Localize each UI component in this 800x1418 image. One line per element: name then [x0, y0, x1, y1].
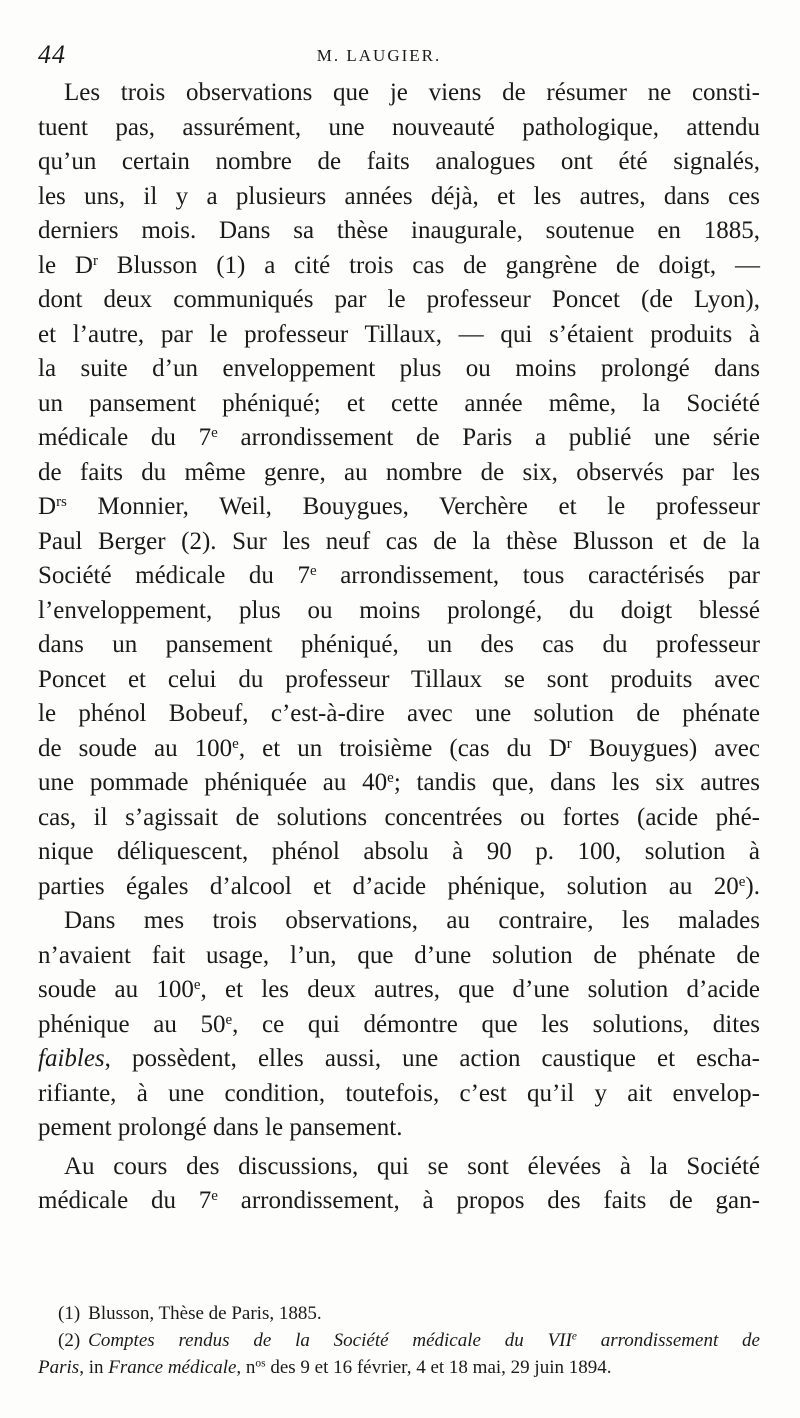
text-line — [38, 249, 760, 284]
text-line: dans un pansement phéniqué, un des cas du professeur — [38, 631, 760, 658]
superscript: rs — [56, 493, 67, 510]
text-fragment: arrondissement, à propos des faits de gan- — [217, 1187, 760, 1214]
text-line — [38, 421, 760, 456]
text-fragment: , ce qui démontre que les solutions, dites — [232, 1010, 760, 1038]
text-line: Paul Berger (2). Sur les neuf cas de la thèse Blusson et de la — [38, 527, 760, 555]
text-line: de faits du même genre, au nombre de six, observés par les — [38, 458, 760, 486]
superscript: e — [211, 1187, 218, 1204]
text-line: la suite d’un enveloppement plus ou moins prolongé dans — [38, 355, 760, 382]
text-line: nique déliquescent, phénol absolu à 90 p. 100, solution à — [38, 838, 760, 865]
body-text — [38, 76, 760, 1219]
italic-text: faibles — [38, 1045, 105, 1072]
text-line: n’avaient fait usage, l’un, que d’une solution de phénate de — [38, 941, 760, 969]
text-fragment: Blusson (1) a cité trois cas de gangrène de doigt, — — [97, 251, 760, 279]
text-fragment: Société médicale du 7 — [38, 562, 310, 589]
running-title: M. LAUGIER. — [316, 46, 442, 65]
superscript: e — [225, 1011, 233, 1028]
footnote-text: , n — [236, 1357, 256, 1378]
text-line — [38, 732, 760, 767]
superscript: e — [309, 562, 317, 579]
text-fragment: D — [38, 493, 57, 520]
text-line — [38, 870, 760, 905]
text-line: derniers mois. Dans sa thèse inaugurale, soutenue en 1885, — [38, 217, 760, 244]
text-line: Au cours des discussions, qui se sont élevées à la Société — [64, 1152, 760, 1180]
superscript: e — [738, 873, 746, 890]
text-fragment: arrondissement, tous caractérisés par — [316, 562, 760, 589]
superscript: e — [571, 1330, 577, 1343]
running-head — [38, 40, 760, 74]
italic-text: arrondissement de — [576, 1330, 760, 1351]
text-fragment: médicale du 7 — [38, 1187, 212, 1214]
text-line: Poncet et celui du professeur Tillaux se sont produits avec — [38, 665, 760, 693]
text-fragment: médicale du 7 — [38, 424, 212, 451]
italic-text: Comptes rendus de la Société médicale du VII — [88, 1330, 572, 1351]
text-line: tuent pas, assurément, une nouveauté pathologique, attendu — [38, 113, 760, 141]
footnote-text: , in — [79, 1357, 109, 1378]
text-fragment: phénique au 50 — [38, 1010, 226, 1038]
page-number: 44 — [38, 40, 66, 69]
text-line: qu’un certain nombre de faits analogues ont été signalés, — [38, 148, 760, 175]
footnote-1 — [38, 1300, 760, 1327]
superscript: e — [211, 424, 218, 441]
footnote-text: des 9 et 16 février, 4 et 18 mai, 29 juin 1894. — [265, 1357, 612, 1378]
text-line: Dans mes trois observations, au contraire, les malades — [64, 907, 760, 934]
text-fragment: une pommade phéniquée au 40 — [38, 769, 388, 796]
text-line: et l’autre, par le professeur Tillaux, — qui s’étaient produits à — [38, 320, 760, 348]
italic-text: Paris — [38, 1357, 80, 1378]
footnote-marker: (2) — [58, 1330, 81, 1351]
superscript: r — [92, 252, 98, 269]
text-fragment: , possèdent, elles aussi, une action caustique et escha- — [104, 1045, 760, 1072]
text-line — [38, 1008, 760, 1043]
footnotes — [38, 1300, 760, 1381]
text-fragment: Monnier, Weil, Bouygues, Verchère et le professeur — [66, 493, 760, 520]
text-line: dont deux communiqués par le professeur Poncet (de Lyon), — [38, 286, 760, 313]
text-fragment: ). — [745, 872, 760, 900]
superscript: e — [193, 976, 201, 993]
text-line: les uns, il y a plusieurs années déjà, et les autres, dans ces — [38, 182, 760, 210]
text-fragment: le D — [38, 251, 93, 279]
text-line: un pansement phéniqué; et cette année même, la Société — [38, 389, 760, 417]
text-line: le phénol Bobeuf, c’est-à-dire avec une solution de phénate — [38, 700, 760, 727]
footnote-2 — [38, 1327, 760, 1354]
superscript: e — [232, 735, 239, 752]
superscript: r — [566, 735, 572, 752]
text-fragment: Bouygues) avec — [571, 734, 760, 762]
footnote-2-continuation — [38, 1354, 760, 1381]
text-fragment: , et les deux autres, que d’une solution d’acide — [200, 976, 761, 1003]
text-line: l’enveloppement, plus ou moins prolongé, du doigt blessé — [38, 596, 760, 624]
text-line: rifiante, à une condition, toutefois, c’est qu’il y ait envelop- — [38, 1079, 760, 1107]
superscript: os — [255, 1357, 266, 1370]
text-fragment: soude au 100 — [38, 976, 194, 1003]
text-line: pement prolongé dans le pansement. — [38, 1114, 403, 1141]
text-line — [38, 973, 760, 1008]
text-line — [38, 559, 760, 594]
text-fragment: ; tandis que, dans les six autres — [393, 769, 760, 796]
text-fragment: arrondissement de Paris a publié une série — [217, 424, 761, 451]
superscript: e — [387, 769, 394, 786]
text-line — [38, 766, 760, 801]
text-line: Les trois observations que je viens de résumer ne consti- — [64, 79, 760, 106]
text-fragment: de soude au 100 — [38, 734, 233, 762]
footnote-marker: (1) — [58, 1303, 81, 1324]
text-fragment: parties égales d’alcool et d’acide phénique, solution au 20 — [38, 872, 739, 900]
footnote-text: Blusson, Thèse de Paris, 1885. — [88, 1303, 322, 1324]
text-line — [38, 490, 760, 525]
text-line — [38, 1042, 760, 1077]
italic-text: France médicale — [108, 1357, 237, 1378]
text-line — [38, 1184, 760, 1219]
text-fragment: , et un troisième (cas du D — [238, 734, 567, 762]
text-line: cas, il s’agissait de solutions concentrées ou fortes (acide phé- — [38, 803, 760, 831]
